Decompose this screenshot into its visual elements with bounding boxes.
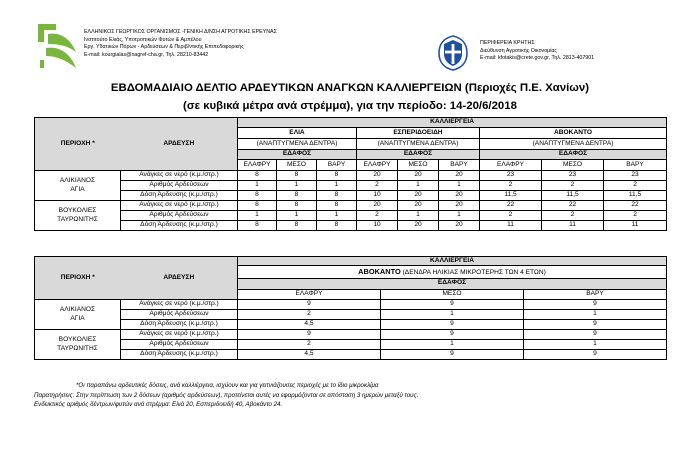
value-cell: 22 xyxy=(604,201,667,211)
region-name: ΒΟΥΚΟΛΙΕΣ xyxy=(58,336,97,344)
left-org-line: Εργ. Υδατικών Πόρων - Αρδεύσεων & Περιβ/ντικής Επιπεδοφορικής xyxy=(84,44,244,51)
value-cell: 9 xyxy=(524,300,667,310)
value-cell: 8 xyxy=(277,171,317,181)
irrigation-table-young-avocado xyxy=(34,256,667,360)
value-cell: 2 xyxy=(604,181,667,191)
table-row xyxy=(35,330,667,340)
irrigation-label: Δόση Άρδευσης (κ.μ./στρ.) xyxy=(121,221,238,231)
table-row xyxy=(35,171,667,181)
right-org-line: E-mail: kfotakis@crete.gov.gr, Τηλ. 2813-407901 xyxy=(480,55,595,62)
left-org-line: E-mail: kourgialas@nagref-cha.gr, Τηλ. 28210-83442 xyxy=(84,51,209,58)
value-cell: 8 xyxy=(238,221,277,231)
value-cell: 11,5 xyxy=(542,191,604,201)
crop-name-avocado: ΑΒΟΚΑΝΤΟ xyxy=(480,127,667,139)
value-cell: 23 xyxy=(604,171,667,181)
region-cell xyxy=(35,330,121,360)
value-cell: 2 xyxy=(604,211,667,221)
table-row xyxy=(35,221,667,231)
value-cell: 1 xyxy=(398,211,439,221)
value-cell: 2 xyxy=(357,211,398,221)
crop-sub-avocado: (ΑΝΑΠΤΥΓΜΕΝΑ ΔΕΝΤΡΑ) xyxy=(480,139,667,150)
table-row xyxy=(35,340,667,350)
irrigation-label: Δόση Άρδευσης (κ.μ./στρ.) xyxy=(121,350,238,360)
value-cell: 8 xyxy=(317,191,357,201)
crop-name: ΑΒΟΚΑΝΤΟ xyxy=(358,266,401,276)
right-org-line: Διεύθυνση Αγροτικής Οικονομίας xyxy=(480,47,557,54)
soil-medium: ΜΕΣΟ xyxy=(542,160,604,171)
soil-light: ΕΛΑΦΡΥ xyxy=(238,160,277,171)
soil-header: ΕΔΑΦΟΣ xyxy=(238,279,667,289)
value-cell: 2 xyxy=(357,181,398,191)
region-cell xyxy=(35,171,121,201)
value-cell: 2 xyxy=(480,211,542,221)
value-cell: 1 xyxy=(317,181,357,191)
footnote-line: *Οι παραπάνω αρδευτικές δόσεις, ανά καλλιέργεια, ισχύουν και για γειτνιάζουσες περιοχές με το ίδιο μικροκλίμα xyxy=(76,382,379,389)
right-organization-text xyxy=(480,40,594,63)
region-header: ΠΕΡΙΟΧΗ * xyxy=(60,273,95,281)
value-cell: 23 xyxy=(542,171,604,181)
left-org-line: Ινστιτούτο Ελιάς, Υποτροπικών Φυτών & Αμπέλου xyxy=(84,36,202,43)
irrigation-header: ΑΡΔΕΥΣΗ xyxy=(163,139,195,147)
table-row xyxy=(35,320,667,330)
value-cell: 1 xyxy=(277,211,317,221)
value-cell: 20 xyxy=(439,201,480,211)
value-cell: 22 xyxy=(480,201,542,211)
value-cell: 8 xyxy=(238,171,277,181)
value-cell: 20 xyxy=(398,221,439,231)
region-name: ΑΛΙΚΙΑΝΟΣ xyxy=(59,177,96,185)
bulletin-title: ΕΒΔΟΜΑΔΙΑΙΟ ΔΕΛΤΙΟ ΑΡΔΕΥΤΙΚΩΝ ΑΝΑΓΚΩΝ ΚΑΛΛΙΕΡΓΕΙΩΝ (Περιοχές Π.Ε. Χανίων) xyxy=(110,82,590,94)
greek-emblem-icon xyxy=(434,34,472,72)
value-cell: 1 xyxy=(381,340,524,350)
irrigation-label: Αριθμός Αρδεύσεων xyxy=(121,211,238,221)
value-cell: 2 xyxy=(480,181,542,191)
irrigation-label: Δόση Άρδευσης (κ.μ./στρ.) xyxy=(121,191,238,201)
value-cell: 9 xyxy=(524,350,667,360)
value-cell: 10 xyxy=(357,191,398,201)
value-cell: 1 xyxy=(439,181,480,191)
value-cell: 9 xyxy=(524,330,667,340)
value-cell: 2 xyxy=(238,310,381,320)
value-cell: 11,5 xyxy=(480,191,542,201)
value-cell: 2 xyxy=(542,211,604,221)
footnote-line: Παρατηρήσεις: Στην περίπτωση των 2 δόσεων (αριθμός αρδεύσεων), προτείνεται αυτές να εφαρμόζονται σε απόσταση 3 ημερών μεταξύ τους. xyxy=(34,391,419,399)
region-header: ΠΕΡΙΟΧΗ * xyxy=(60,139,95,147)
value-cell: 20 xyxy=(439,171,480,181)
letterhead xyxy=(0,0,700,80)
soil-header: ΕΔΑΦΟΣ xyxy=(480,149,667,160)
soil-light: ΕΛΑΦΡΥ xyxy=(357,160,398,171)
left-org-line: ΕΛΛΗΝΙΚΟΣ ΓΕΩΡΓΙΚΟΣ ΟΡΓΑΝΙΣΜΟΣ -ΓΕΝΙΚΗ Δ/ΝΣΗ ΑΓΡΟΤΙΚΗΣ ΕΡΕΥΝΑΣ xyxy=(84,29,277,35)
elgo-logo-icon xyxy=(36,22,80,70)
soil-light: ΕΛΑΦΡΥ xyxy=(480,160,542,171)
region-name: ΑΛΙΚΙΑΝΟΣ xyxy=(59,306,96,314)
crop-sub-olive: (ΑΝΑΠΤΥΓΜΕΝΑ ΔΕΝΤΡΑ) xyxy=(238,139,357,150)
bulletin-subtitle: (σε κυβικά μέτρα ανά στρέμμα), για την περίοδο: 14-20/6/2018 xyxy=(183,100,517,112)
region-cell xyxy=(35,300,121,330)
value-cell: 8 xyxy=(238,201,277,211)
irrigation-label: Αριθμός Αρδεύσεων xyxy=(121,340,238,350)
value-cell: 9 xyxy=(381,330,524,340)
value-cell: 11 xyxy=(542,221,604,231)
soil-medium: ΜΕΣΟ xyxy=(277,160,317,171)
table-row xyxy=(35,211,667,221)
value-cell: 8 xyxy=(317,171,357,181)
crop-name-citrus: ΕΣΠΕΡΙΔΟΕΙΔΗ xyxy=(357,127,480,139)
footnote-line: Ενδεικτικός αριθμός δέντρων/φυτών ανά στρέμμα: Ελιά 20, Εσπεριδοειδή 40, Αβοκάντο 24. xyxy=(34,401,283,409)
table-row xyxy=(35,350,667,360)
value-cell: 22 xyxy=(542,201,604,211)
soil-heavy: ΒΑΡΥ xyxy=(439,160,480,171)
value-cell: 9 xyxy=(381,350,524,360)
soil-heavy: ΒΑΡΥ xyxy=(317,160,357,171)
value-cell: 1 xyxy=(317,211,357,221)
value-cell: 11 xyxy=(480,221,542,231)
region-cell xyxy=(35,201,121,231)
value-cell: 1 xyxy=(238,211,277,221)
table-body xyxy=(35,300,667,360)
region-name: ΒΟΥΚΟΛΙΕΣ xyxy=(58,207,97,215)
crop-name-olive: ΕΛΙΑ xyxy=(238,127,357,139)
value-cell: 11 xyxy=(604,221,667,231)
value-cell: 4,5 xyxy=(238,320,381,330)
soil-heavy: ΒΑΡΥ xyxy=(524,289,667,300)
soil-header: ΕΔΑΦΟΣ xyxy=(357,149,480,160)
irrigation-label: Αριθμός Αρδεύσεων xyxy=(121,310,238,320)
value-cell: 1 xyxy=(381,310,524,320)
value-cell: 11,5 xyxy=(604,191,667,201)
right-org-line: ΠΕΡΙΦΕΡΕΙΑ ΚΡΗΤΗΣ xyxy=(480,40,535,46)
irrigation-label: Αριθμός Αρδεύσεων xyxy=(121,181,238,191)
irrigation-label: Ανάγκες σε νερό (κ.μ./στρ.) xyxy=(121,300,238,310)
table-row xyxy=(35,310,667,320)
value-cell: 1 xyxy=(238,181,277,191)
value-cell: 1 xyxy=(439,211,480,221)
value-cell: 23 xyxy=(480,171,542,181)
value-cell: 20 xyxy=(439,221,480,231)
value-cell: 9 xyxy=(238,330,381,340)
soil-medium: ΜΕΣΟ xyxy=(381,289,524,300)
table-row xyxy=(35,181,667,191)
value-cell: 2 xyxy=(542,181,604,191)
soil-header: ΕΔΑΦΟΣ xyxy=(238,149,357,160)
corner-header xyxy=(35,257,238,300)
crop-title-avocado-young xyxy=(238,266,667,279)
left-organization-text xyxy=(84,29,277,59)
value-cell: 8 xyxy=(277,191,317,201)
value-cell: 1 xyxy=(277,181,317,191)
value-cell: 9 xyxy=(381,300,524,310)
crop-sub: (ΔΕΝΔΡΑ ΗΛΙΚΙΑΣ ΜΙΚΡΟΤΕΡΗΣ ΤΩΝ 4 ΕΤΩΝ) xyxy=(402,268,546,276)
crop-header: ΚΑΛΛΙΕΡΓΕΙΑ xyxy=(238,118,667,128)
corner-header xyxy=(35,118,238,171)
value-cell: 8 xyxy=(238,191,277,201)
irrigation-header: ΑΡΔΕΥΣΗ xyxy=(163,273,195,281)
crop-header: ΚΑΛΛΙΕΡΓΕΙΑ xyxy=(238,257,667,266)
value-cell: 1 xyxy=(524,340,667,350)
irrigation-label: Ανάγκες σε νερό (κ.μ./στρ.) xyxy=(121,201,238,211)
value-cell: 20 xyxy=(439,191,480,201)
value-cell: 9 xyxy=(238,300,381,310)
irrigation-label: Δόση Άρδευσης (κ.μ./στρ.) xyxy=(121,320,238,330)
table-row xyxy=(35,300,667,310)
value-cell: 1 xyxy=(524,310,667,320)
value-cell: 2 xyxy=(238,340,381,350)
value-cell: 10 xyxy=(357,221,398,231)
value-cell: 9 xyxy=(381,320,524,330)
value-cell: 20 xyxy=(398,171,439,181)
value-cell: 8 xyxy=(277,221,317,231)
value-cell: 8 xyxy=(317,201,357,211)
table-row xyxy=(35,191,667,201)
footnotes xyxy=(34,381,418,410)
soil-light: ΕΛΑΦΡΥ xyxy=(238,289,381,300)
region-name: ΤΑΥΡΩΝΙΤΗΣ xyxy=(57,215,98,223)
value-cell: 20 xyxy=(398,201,439,211)
value-cell: 1 xyxy=(398,181,439,191)
region-name: ΑΓΙΑ xyxy=(70,185,85,193)
irrigation-label: Ανάγκες σε νερό (κ.μ./στρ.) xyxy=(121,171,238,181)
value-cell: 20 xyxy=(357,201,398,211)
value-cell: 8 xyxy=(317,221,357,231)
region-name: ΤΑΥΡΩΝΙΤΗΣ xyxy=(57,344,98,352)
crop-sub-citrus: (ΑΝΑΠΤΥΓΜΕΝΑ ΔΕΝΤΡΑ) xyxy=(357,139,480,150)
value-cell: 4,5 xyxy=(238,350,381,360)
irrigation-table-mature xyxy=(34,117,667,231)
table-row xyxy=(35,201,667,211)
irrigation-label: Ανάγκες σε νερό (κ.μ./στρ.) xyxy=(121,330,238,340)
soil-medium: ΜΕΣΟ xyxy=(398,160,439,171)
region-name: ΑΓΙΑ xyxy=(70,314,85,322)
soil-heavy: ΒΑΡΥ xyxy=(604,160,667,171)
table-body xyxy=(35,171,667,231)
value-cell: 9 xyxy=(524,320,667,330)
value-cell: 20 xyxy=(398,191,439,201)
value-cell: 20 xyxy=(357,171,398,181)
value-cell: 8 xyxy=(277,201,317,211)
